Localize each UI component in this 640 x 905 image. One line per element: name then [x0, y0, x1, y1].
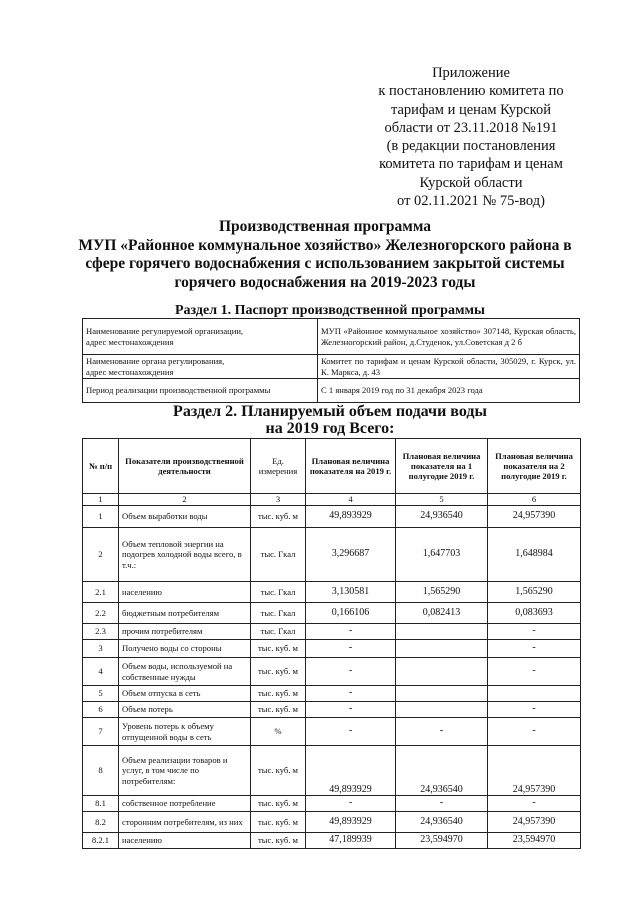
label-line: адрес местонахождения: [86, 336, 174, 347]
row-year-value: 3,296687: [306, 528, 396, 582]
row-h2-value: -: [488, 702, 581, 718]
section2-heading-line: на 2019 год Всего:: [265, 420, 395, 437]
annex-line: к постановлению комитета по: [378, 83, 564, 100]
row-number: 8.2.1: [83, 833, 119, 849]
row-number: 2.3: [83, 624, 119, 640]
table-row: [83, 658, 581, 686]
row-indicator: Получено воды со стороны: [119, 640, 251, 658]
title-line: горячего водоснабжения на 2019-2023 годы: [174, 273, 476, 291]
table-row: [83, 746, 581, 796]
passport-value: Комитет по тарифам и ценам Курской области, 305029, г. Курск, ул. К. Маркса, д. 43: [318, 355, 580, 379]
passport-row: [83, 319, 580, 355]
row-indicator: прочим потребителям: [119, 624, 251, 640]
annex-line: Курской области: [419, 174, 523, 191]
row-number: 8.1: [83, 796, 119, 812]
row-h1-value: [396, 624, 488, 640]
row-indicator: Уровень потерь к объему отпущенной воды в сеть: [119, 718, 251, 746]
row-number: 5: [83, 686, 119, 702]
label-line: Наименование регулируемой организации,: [86, 326, 244, 336]
annex-line: от 02.11.2021 № 75-вод): [397, 193, 545, 210]
annex-line: тарифам и ценам Курской: [390, 101, 551, 118]
row-year-value: -: [306, 640, 396, 658]
row-indicator: Объем реализации товаров и услуг, в том числе по потребителям:: [119, 746, 251, 796]
row-h1-value: [396, 702, 488, 718]
passport-table: [82, 318, 580, 403]
row-year-value: 0,166106: [306, 603, 396, 624]
row-h1-value: -: [396, 796, 488, 812]
passport-label: [83, 319, 318, 355]
document-title: [60, 218, 590, 292]
row-number: 8.2: [83, 812, 119, 833]
row-number: 6: [83, 702, 119, 718]
row-unit: тыс. Гкал: [251, 624, 306, 640]
passport-label: [83, 355, 318, 379]
row-indicator: Объем потерь: [119, 702, 251, 718]
row-h1-value: 23,594970: [396, 833, 488, 849]
row-unit: тыс. куб. м: [251, 796, 306, 812]
table-row: [83, 640, 581, 658]
row-indicator: собственное потребление: [119, 796, 251, 812]
table-header-row: [83, 439, 581, 494]
row-unit: тыс. куб. м: [251, 702, 306, 718]
row-h2-value: 1,565290: [488, 582, 581, 603]
row-unit: тыс. куб. м: [251, 746, 306, 796]
column-index-row: [83, 494, 581, 506]
header-num: № п/п: [83, 439, 119, 494]
annex-note: [312, 64, 630, 210]
section2-heading: [80, 403, 580, 437]
column-index: 4: [306, 494, 396, 506]
annex-line: области от 23.11.2018 №191: [384, 119, 558, 136]
header-year: Плановая величина показателя на 2019 г.: [306, 439, 396, 494]
row-number: 2: [83, 528, 119, 582]
row-indicator: Объем тепловой энергии на подогрев холодной воды всего, в т.ч.:: [119, 528, 251, 582]
row-unit: %: [251, 718, 306, 746]
row-h1-value: [396, 686, 488, 702]
column-index: 5: [396, 494, 488, 506]
table-row: [83, 796, 581, 812]
header-unit: Ед. измерения: [251, 439, 306, 494]
row-indicator: бюджетным потребителям: [119, 603, 251, 624]
table-row: [83, 528, 581, 582]
row-number: 2.1: [83, 582, 119, 603]
row-h2-value: 23,594970: [488, 833, 581, 849]
annex-line: комитета по тарифам и ценам: [379, 156, 563, 173]
title-line: МУП «Районное коммунальное хозяйство» Железногорского района в: [78, 236, 572, 254]
row-year-value: 49,893929: [306, 506, 396, 528]
title-line: сфере горячего водоснабжения с использованием закрытой системы: [85, 255, 565, 273]
row-number: 8: [83, 746, 119, 796]
passport-value: МУП «Районное коммунальное хозяйство» 307148, Курская область, Железногорский район, д.Студенок, ул.Советская д 2 б: [318, 319, 580, 355]
section2-heading-line: Раздел 2. Планируемый объем подачи воды: [173, 403, 487, 420]
table-row: [83, 718, 581, 746]
row-number: 2.2: [83, 603, 119, 624]
row-year-value: 49,893929: [306, 746, 396, 796]
row-year-value: 3,130581: [306, 582, 396, 603]
row-year-value: -: [306, 796, 396, 812]
header-h1: Плановая величина показателя на 1 полугодие 2019 г.: [396, 439, 488, 494]
row-h1-value: -: [396, 718, 488, 746]
row-year-value: -: [306, 702, 396, 718]
row-h2-value: 24,957390: [488, 746, 581, 796]
column-index: 3: [251, 494, 306, 506]
water-volume-table: [82, 438, 581, 849]
row-indicator: Объем выработки воды: [119, 506, 251, 528]
annex-line: (в редакции постановления: [386, 138, 556, 155]
row-indicator: Объем воды, используемой на собственные нужды: [119, 658, 251, 686]
row-unit: тыс. куб. м: [251, 658, 306, 686]
row-year-value: 47,189939: [306, 833, 396, 849]
label-line: Период реализации производственной программы: [86, 385, 271, 396]
column-index: 6: [488, 494, 581, 506]
table-row: [83, 624, 581, 640]
header-indicator: Показатели производственной деятельности: [119, 439, 251, 494]
row-h2-value: -: [488, 640, 581, 658]
row-h2-value: 24,957390: [488, 812, 581, 833]
table-row: [83, 582, 581, 603]
row-indicator: населению: [119, 833, 251, 849]
row-indicator: сторонним потребителям, из них: [119, 812, 251, 833]
section1-heading: Раздел 1. Паспорт производственной программы: [175, 303, 485, 318]
passport-value: С 1 января 2019 год по 31 декабря 2023 года: [318, 379, 580, 403]
table-row: [83, 603, 581, 624]
label-line: адрес местонахождения: [86, 366, 174, 377]
column-index: 2: [119, 494, 251, 506]
row-number: 1: [83, 506, 119, 528]
row-h2-value: 0,083693: [488, 603, 581, 624]
row-unit: тыс. куб. м: [251, 686, 306, 702]
row-unit: тыс. куб. м: [251, 833, 306, 849]
row-unit: тыс. куб. м: [251, 640, 306, 658]
row-h1-value: 24,936540: [396, 812, 488, 833]
row-h1-value: 24,936540: [396, 746, 488, 796]
title-line: Производственная программа: [218, 218, 432, 235]
row-h2-value: [488, 686, 581, 702]
column-index: 1: [83, 494, 119, 506]
row-h1-value: 0,082413: [396, 603, 488, 624]
annex-line: Приложение: [432, 65, 510, 81]
table-row: [83, 686, 581, 702]
row-h2-value: -: [488, 796, 581, 812]
row-number: 3: [83, 640, 119, 658]
row-h2-value: -: [488, 718, 581, 746]
row-unit: тыс. Гкал: [251, 603, 306, 624]
row-unit: тыс. куб. м: [251, 506, 306, 528]
table-row: [83, 702, 581, 718]
row-h2-value: 24,957390: [488, 506, 581, 528]
row-h2-value: -: [488, 658, 581, 686]
passport-row: [83, 355, 580, 379]
row-h1-value: 1,565290: [396, 582, 488, 603]
passport-row: [83, 379, 580, 403]
row-h1-value: 1,647703: [396, 528, 488, 582]
row-unit: тыс. куб. м: [251, 812, 306, 833]
table-row: [83, 506, 581, 528]
row-year-value: -: [306, 718, 396, 746]
table-row: [83, 833, 581, 849]
passport-label: [83, 379, 318, 403]
row-h1-value: [396, 640, 488, 658]
row-year-value: -: [306, 658, 396, 686]
row-number: 4: [83, 658, 119, 686]
row-h2-value: 1,648984: [488, 528, 581, 582]
row-year-value: -: [306, 686, 396, 702]
table-row: [83, 812, 581, 833]
row-h1-value: [396, 658, 488, 686]
row-h2-value: -: [488, 624, 581, 640]
row-unit: тыс. Гкал: [251, 582, 306, 603]
row-year-value: 49,893929: [306, 812, 396, 833]
row-indicator: Объем отпуска в сеть: [119, 686, 251, 702]
row-unit: тыс. Гкал: [251, 528, 306, 582]
row-year-value: -: [306, 624, 396, 640]
header-h2: Плановая величина показателя на 2 полугодие 2019 г.: [488, 439, 581, 494]
row-number: 7: [83, 718, 119, 746]
label-line: Наименование органа регулирования,: [86, 356, 225, 366]
row-indicator: населению: [119, 582, 251, 603]
row-h1-value: 24,936540: [396, 506, 488, 528]
